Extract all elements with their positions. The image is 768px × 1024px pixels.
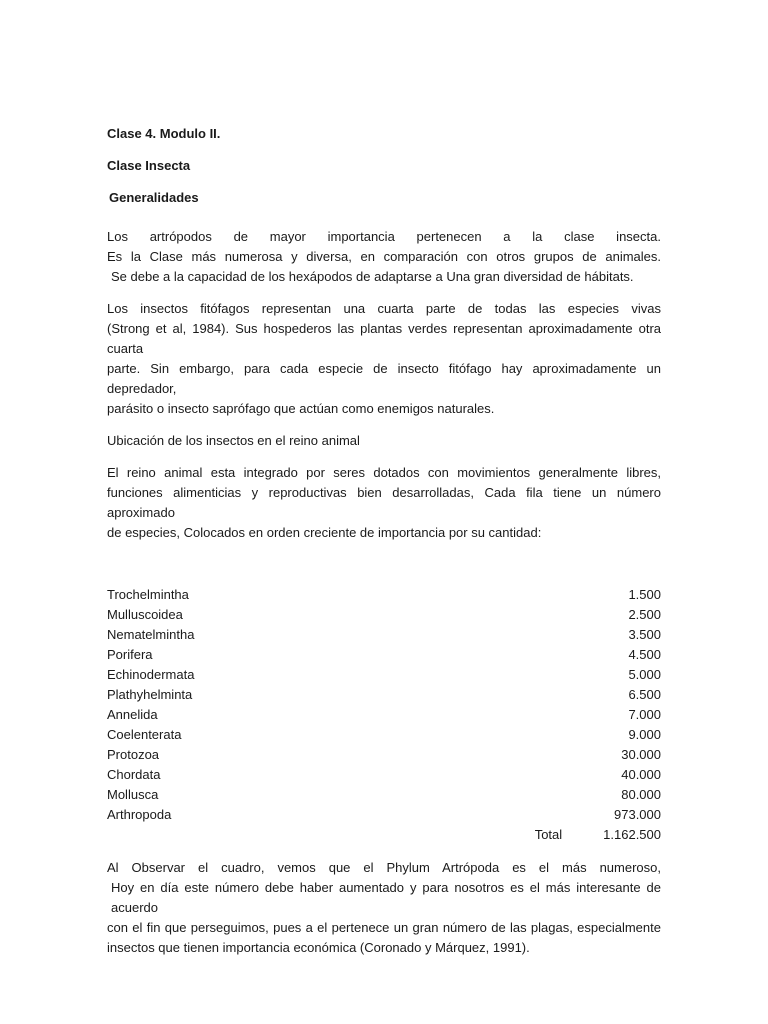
paragraph-line: Los insectos fitófagos representan una cuarta parte de todas las especies vivas [107, 301, 661, 316]
table-row [107, 665, 661, 685]
paragraph-line: parte. Sin embargo, para cada especie de insecto fitófago hay aproximadamente un depredador, [107, 361, 661, 396]
species-count: 7.000 [628, 707, 661, 722]
species-count: 3.500 [628, 627, 661, 642]
table-row [107, 805, 661, 825]
paragraph-line: con el fin que perseguimos, pues a el pertenece un gran número de las plagas, especialmente [107, 920, 661, 935]
table-row [107, 625, 661, 645]
section-title: Clase Insecta [107, 158, 191, 173]
species-count: 973.000 [614, 807, 661, 822]
paragraph-line: Es la Clase más numerosa y diversa, en comparación con otros grupos de animales. [107, 249, 661, 264]
phylum-name: Coelenterata [107, 727, 182, 742]
paragraph-line: Se debe a la capacidad de los hexápodos de adaptarse a Una gran diversidad de hábitats. [111, 269, 634, 284]
subsection-title: Generalidades [109, 190, 199, 205]
table-row [107, 725, 661, 745]
species-count: 6.500 [628, 687, 661, 702]
phylum-name: Protozoa [107, 747, 160, 762]
table-row [107, 785, 661, 805]
paragraph-line: El reino animal esta integrado por seres dotados con movimientos generalmente libres, [107, 465, 661, 480]
total-label: Total [534, 827, 563, 842]
subheading-location: Ubicación de los insectos en el reino animal [107, 433, 360, 448]
paragraph-intro [107, 227, 661, 287]
total-value: 1.162.500 [603, 827, 661, 842]
table-row [107, 585, 661, 605]
paragraph-line: funciones alimenticias y reproductivas bien desarrolladas, Cada fila tiene un número aproximado [107, 485, 661, 520]
table-row [107, 765, 661, 785]
species-count: 1.500 [628, 587, 661, 602]
phylum-name: Mulluscoidea [107, 607, 183, 622]
paragraph-line: (Strong et al, 1984). Sus hospederos las plantas verdes representan aproximadamente otra cuarta [107, 321, 661, 356]
table-row [107, 605, 661, 625]
paragraph-animal-kingdom [107, 463, 661, 543]
document-page [107, 124, 661, 970]
phylum-name: Chordata [107, 767, 161, 782]
species-count: 9.000 [628, 727, 661, 742]
phylum-name: Plathyhelminta [107, 687, 193, 702]
document-title: Clase 4. Modulo II. [107, 126, 221, 141]
species-count: 40.000 [621, 767, 661, 782]
species-count: 4.500 [628, 647, 661, 662]
table-row [107, 685, 661, 705]
paragraph-line: parásito o insecto saprófago que actúan como enemigos naturales. [107, 401, 495, 416]
paragraph-line: Al Observar el cuadro, vemos que el Phylum Artrópoda es el más numeroso, [107, 860, 661, 875]
table-total-row [107, 825, 661, 845]
phylum-name: Trochelmintha [107, 587, 189, 602]
phylum-name: Arthropoda [107, 807, 172, 822]
phylum-name: Annelida [107, 707, 158, 722]
table-row [107, 705, 661, 725]
phylum-name: Echinodermata [107, 667, 195, 682]
table-row [107, 645, 661, 665]
phylum-name: Nematelmintha [107, 627, 195, 642]
paragraph-conclusion [107, 858, 661, 958]
table-row [107, 745, 661, 765]
phylum-name: Porifera [107, 647, 153, 662]
species-count: 30.000 [621, 747, 661, 762]
paragraph-line: insectos que tienen importancia económica (Coronado y Márquez, 1991). [107, 940, 530, 955]
paragraph-line: Los artrópodos de mayor importancia pertenecen a la clase insecta. [107, 229, 661, 244]
species-count: 5.000 [628, 667, 661, 682]
species-count: 80.000 [621, 787, 661, 802]
paragraph-phytophagous [107, 299, 661, 419]
phylum-name: Mollusca [107, 787, 159, 802]
species-count: 2.500 [628, 607, 661, 622]
paragraph-line: Hoy en día este número debe haber aumentado y para nosotros es el más interesante de acuerdo [111, 880, 661, 915]
paragraph-line: de especies, Colocados en orden creciente de importancia por su cantidad: [107, 525, 542, 540]
species-table [107, 585, 661, 845]
